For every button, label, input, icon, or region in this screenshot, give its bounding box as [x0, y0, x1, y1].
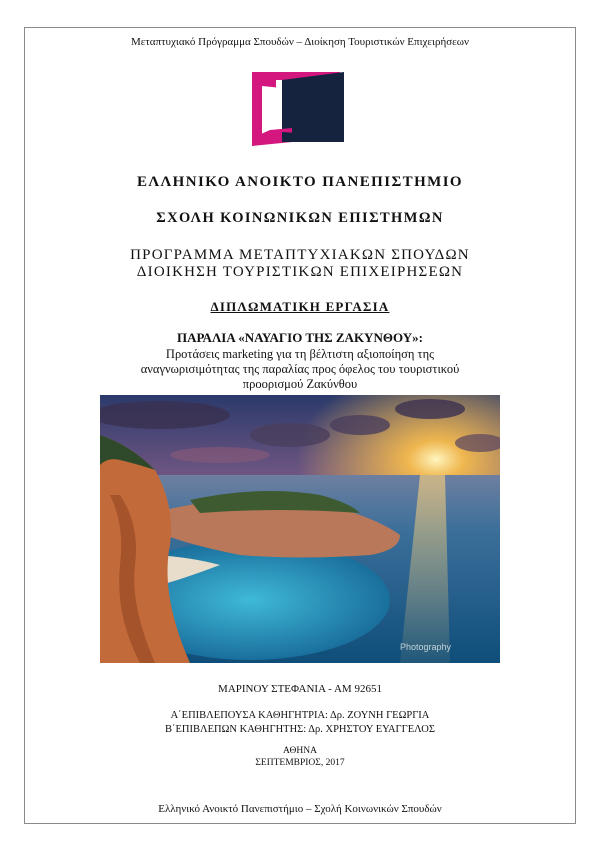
page-footer: Ελληνικό Ανοικτό Πανεπιστήμιο – Σχολή Κοινωνικών Σπουδών [158, 803, 442, 815]
subtitle-line-1: Προτάσεις marketing για τη βέλτιστη αξιοποίηση της [165, 347, 435, 361]
program-title [0, 247, 600, 281]
university-name: ΕΛΛΗΝΙΚΟ ΑΝΟΙΚΤΟ ΠΑΝΕΠΙΣΤΗΜΙΟ [136, 174, 464, 190]
supervisors [0, 709, 600, 737]
thesis-subtitle [0, 347, 600, 392]
author-name: ΜΑΡΙΝΟΥ ΣΤΕΦΑΝΙΑ - ΑΜ 92651 [218, 683, 382, 695]
program-line-2: ΔΙΟΙΚΗΣΗ ΤΟΥΡΙΣΤΙΚΩΝ ΕΠΙΧΕΙΡΗΣΕΩΝ [136, 264, 464, 280]
supervisor-second: Β΄ΕΠΙΒΛΕΠΩΝ ΚΑΘΗΓΗΤΗΣ: Δρ. ΧΡΗΣΤΟΥ ΕΥΑΓΓΕΛΟΣ [165, 724, 435, 735]
program-line-1: ΠΡΟΓΡΑΜΜΑ ΜΕΤΑΠΤΥΧΙΑΚΩΝ ΣΠΟΥΔΩΝ [130, 247, 470, 263]
place-and-date [0, 745, 600, 769]
city: ΑΘΗΝΑ [283, 746, 317, 756]
document-type: ΔΙΠΛΩΜΑΤΙΚΗ ΕΡΓΑΣΙΑ [210, 299, 390, 314]
svg-text:Photography: Photography [400, 642, 452, 652]
school-name: ΣΧΟΛΗ ΚΟΙΝΩΝΙΚΩΝ ΕΠΙΣΤΗΜΩΝ [156, 210, 444, 226]
subtitle-line-2: αναγνωρισιμότητας της παραλίας προς όφελος του τουριστικού [140, 362, 460, 376]
navagio-beach-photo [100, 395, 500, 663]
page-header: Μεταπτυχιακό Πρόγραμμα Σπουδών – Διοίκηση Τουριστικών Επιχειρήσεων [130, 36, 469, 48]
date: ΣΕΠΤΕΜΒΡΙΟΣ, 2017 [255, 758, 345, 768]
thesis-title: ΠΑΡΑΛΙΑ «ΝΑΥΑΓΙΟ ΤΗΣ ΖΑΚΥΝΘΟΥ»: [177, 330, 423, 345]
supervisor-first: Α΄ΕΠΙΒΛΕΠΟΥΣΑ ΚΑΘΗΓΗΤΡΙΑ: Δρ. ΖΟΥΝΗ ΓΕΩΡΓΙΑ [170, 710, 430, 721]
subtitle-line-3: προορισμού Ζακύνθου [242, 377, 358, 391]
eap-logo-icon [252, 72, 348, 146]
